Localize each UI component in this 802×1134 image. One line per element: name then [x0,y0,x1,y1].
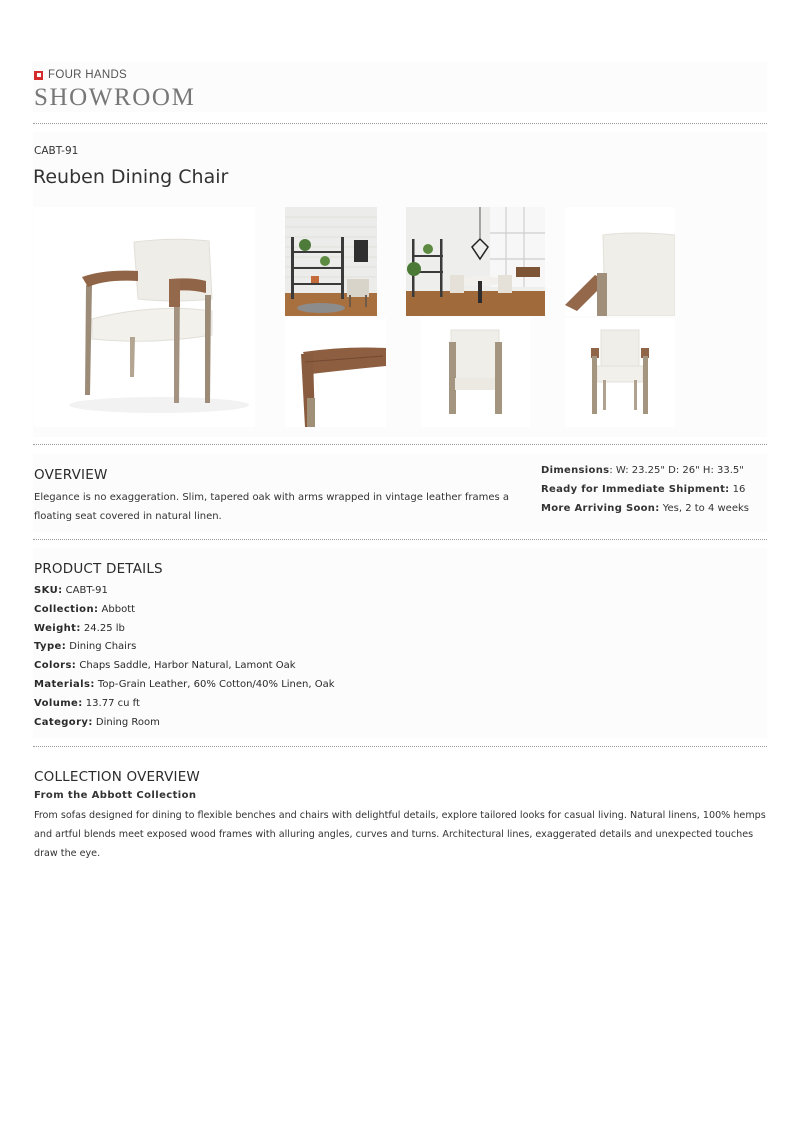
arriving-row [541,500,749,519]
divider [33,539,767,540]
main-product-image[interactable] [34,207,255,427]
detail-value: Chaps Saddle, Harbor Natural, Lamont Oak [76,660,296,672]
details-heading: PRODUCT DETAILS [34,561,163,577]
front-view-image[interactable] [565,318,675,427]
divider [33,746,767,747]
collection-heading: COLLECTION OVERVIEW [34,769,200,785]
detail-row-collection [34,601,335,620]
brand-logo [34,68,127,82]
detail-value: CABT-91 [62,585,108,596]
brand-mark-icon [34,71,43,80]
detail-row-weight [34,620,335,639]
details-list [34,582,335,732]
ready-value: 16 [729,483,746,495]
overview-line: Elegance is no exaggeration. Slim, tapered oak with arms wrapped in vintage leather frames a [34,492,510,503]
ready-label: Ready for Immediate Shipment: [541,483,730,495]
detail-label: Type: [34,641,67,653]
availability-specs [541,462,749,518]
overview-text [34,488,514,526]
dimensions-value: : W: 23.25" D: 26" H: 33.5" [609,465,744,476]
detail-value: Dining Room [92,716,160,728]
divider [33,444,767,445]
room-scene-image[interactable] [285,207,377,316]
detail-label: Category: [34,716,93,728]
detail-label: SKU: [34,585,63,596]
detail-value: Dining Chairs [66,641,137,653]
detail-row-type [34,638,335,657]
divider [33,123,767,124]
product-sku: CABT-91 [34,145,79,157]
detail-label: Colors: [34,660,77,672]
dimensions-row [541,462,749,481]
arm-detail-image[interactable] [565,207,675,316]
detail-row-category [34,714,335,733]
arriving-value: Yes, 2 to 4 weeks [659,502,749,514]
leather-closeup-image[interactable] [285,318,386,427]
collection-line: and artful blends meet exposed wood frames with alluring angles, curves and turns. Architectural lines, exaggerated details and unexpected touches [34,829,754,840]
detail-label: Materials: [34,678,95,690]
detail-row-colors [34,657,335,676]
detail-value: 13.77 cu ft [82,697,140,709]
detail-row-sku [34,582,335,601]
detail-row-materials [34,676,335,695]
dimensions-label: Dimensions [541,465,610,476]
detail-label: Collection: [34,603,99,615]
detail-label: Weight: [34,622,81,634]
overview-heading: OVERVIEW [34,467,108,483]
collection-line: From sofas designed for dining to flexible benches and chairs with delightful details, explore tailored looks for casual living. Natural linens, 100% hemps [34,810,766,821]
detail-value: Top-Grain Leather, 60% Cotton/40% Linen, Oak [94,678,335,690]
detail-value: 24.25 lb [80,622,125,634]
brand-name: FOUR HANDS [48,69,128,81]
arriving-label: More Arriving Soon: [541,502,660,514]
detail-label: Volume: [34,697,83,709]
detail-value: Abbott [98,603,136,615]
collection-text [34,806,768,863]
dining-scene-image[interactable] [406,207,545,316]
detail-row-volume [34,695,335,714]
collection-line: draw the eye. [34,848,101,859]
overview-line: floating seat covered in natural linen. [34,511,222,522]
ready-row [541,481,749,500]
back-view-image[interactable] [421,318,530,427]
collection-subheading: From the Abbott Collection [34,790,197,801]
showroom-title: SHOWROOM [34,84,196,111]
product-title: Reuben Dining Chair [33,166,229,188]
